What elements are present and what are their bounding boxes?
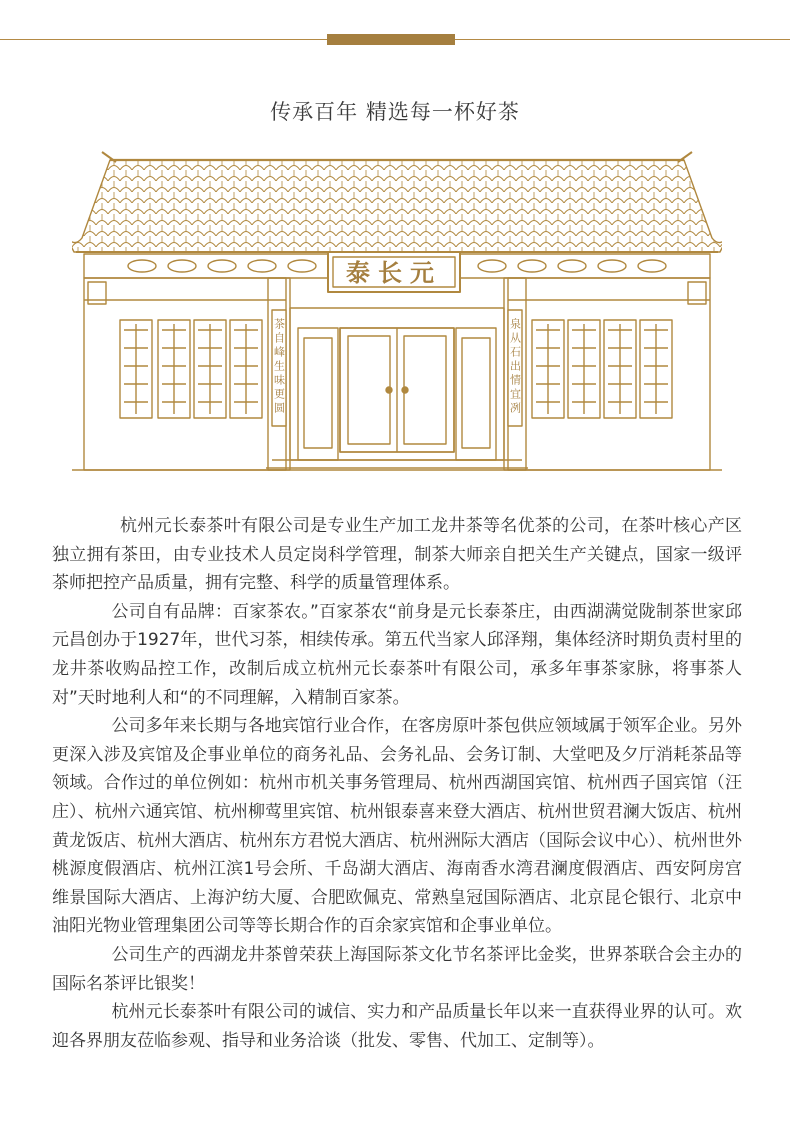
company-introduction (52, 512, 742, 1055)
right-couplet-text: 泉从石出情宜冽 (508, 318, 522, 416)
right-windows (532, 320, 672, 418)
teahouse-illustration (72, 148, 722, 488)
left-windows (120, 320, 262, 418)
left-wall (84, 278, 286, 470)
steps (72, 460, 722, 470)
paragraph-awards: 公司生产的西湖龙井茶曾荣获上海国际茶文化节名茶评比金奖，世界茶联合会主办的国际名茶评比银奖！ (52, 944, 742, 994)
signboard-text: 泰长元 (346, 258, 442, 287)
left-couplet-text: 茶自峰生味更圆 (272, 318, 286, 416)
paragraph-partners: 公司多年来长期与各地宾馆行业合作，在客房原叶茶包供应领域属于领军企业。另外更深入涉及宾馆及企事业单位的商务礼品、会务礼品、会务订制、大堂吧及夕厅消耗茶品等领域。合作过的单位例如：杭州市机关事务管理局、杭州西湖国宾馆、杭州西子国宾馆（汪庄）、杭州六通宾馆、杭州柳莺里宾馆、杭州银泰喜来登大酒店、杭州世贸君澜大饭店、杭州黄龙饭店、杭州大酒店、杭州东方君悦大酒店、杭州洲际大酒店（国际会议中心）、杭州世外桃源度假酒店、杭州江滨1号会所、千岛湖大酒店、海南香水湾君澜度假酒店、西安阿房宫维景国际大酒店、上海沪纺大厦、合肥欧佩克、常熟皇冠国际酒店、北京昆仑银行、北京中油阳光物业管理集团公司等等长期合作的百余家宾馆和企事业单位。 (52, 716, 742, 937)
door-knocker-right (402, 387, 408, 393)
right-wall (508, 278, 710, 470)
roof (72, 160, 722, 252)
paragraph-overview: 杭州元长泰茶叶有限公司是专业生产加工龙井茶等名优茶的公司，在茶叶核心产区独立拥有茶田，由专业技术人员定岗科学管理，制茶大师亲自把关生产关键点，国家一级评茶师把控产品质量，拥有完整、科学的质量管理体系。 (52, 516, 742, 594)
paragraph-brand: 公司自有品牌：百家茶农。”百家茶农“前身是元长泰茶庄，由西湖满觉陇制茶世家邱元昌创办于1927年，世代习茶，相续传承。第五代当家人邱泽翔，集体经济时期负责村里的龙井茶收购品控工作，改制后成立杭州元长泰茶叶有限公司，承多年事茶家脉，将事茶人对”天时地利人和“的不同理解，入精制百家茶。 (52, 601, 742, 708)
top-accent-bar (327, 34, 455, 45)
page-headline: 传承百年 精选每一杯好茶 (270, 100, 520, 124)
door-knocker-left (386, 387, 392, 393)
paragraph-invitation: 杭州元长泰茶叶有限公司的诚信、实力和产品质量长年以来一直获得业界的认可。欢迎各界朋友莅临参观、指导和业务洽谈（批发、零售、代加工、定制等）。 (52, 1002, 742, 1051)
